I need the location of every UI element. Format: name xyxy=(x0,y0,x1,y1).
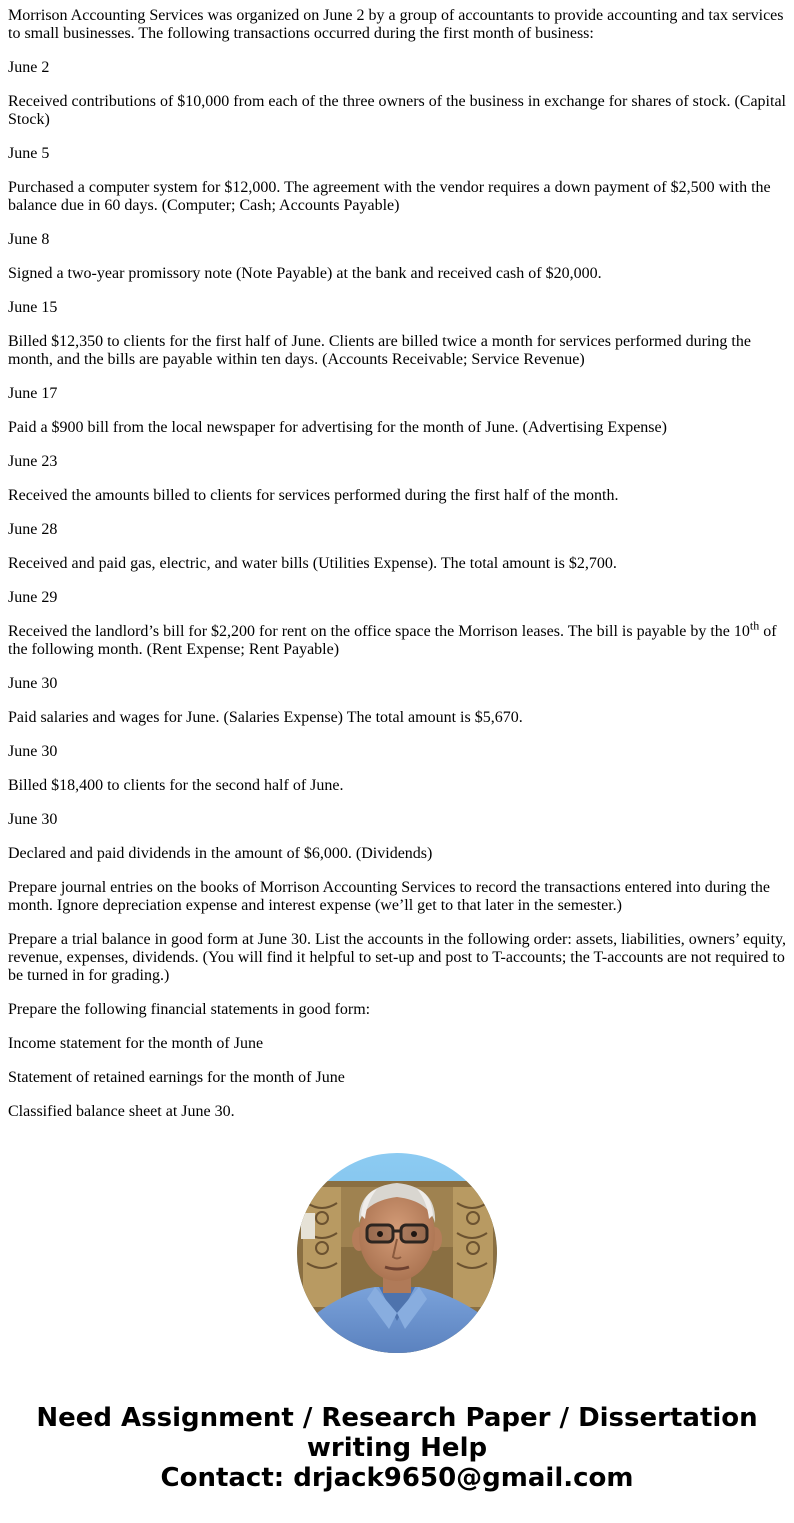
promo-banner xyxy=(0,1403,794,1493)
text-fragment: of the following month. (Rent Expense; Rent Payable) xyxy=(8,623,777,658)
transaction-date: June 15 xyxy=(8,299,58,316)
promo-line: Need Assignment / Research Paper / Dissertation xyxy=(36,1403,758,1433)
transaction-description xyxy=(8,618,786,659)
person-portrait-icon xyxy=(297,1153,497,1353)
transaction-date: June 5 xyxy=(8,145,50,162)
transaction-date: June 30 xyxy=(8,811,58,828)
transaction-date: June 23 xyxy=(8,453,58,470)
instruction-trial-balance: Prepare a trial balance in good form at June 30. List the accounts in the following order: assets, liabilities, owners’ equity, revenue, expenses, dividends. (You will find it helpful to set-up and post to T-accounts; the T-accounts are not required to be turned in for grading.) xyxy=(8,931,787,984)
statement-item: Income statement for the month of June xyxy=(8,1035,264,1052)
instruction-statements-intro: Prepare the following financial statements in good form: xyxy=(8,1001,371,1018)
transaction-date: June 30 xyxy=(8,675,58,692)
transaction-description: Received contributions of $10,000 from each of the three owners of the business in exchange for shares of stock. (Capital Stock) xyxy=(8,93,786,128)
transaction-date: June 17 xyxy=(8,385,58,402)
statement-item: Statement of retained earnings for the month of June xyxy=(8,1069,345,1086)
transaction-date: June 30 xyxy=(8,743,58,760)
transaction-date: June 28 xyxy=(8,521,58,538)
transaction-description: Declared and paid dividends in the amount of $6,000. (Dividends) xyxy=(8,845,433,862)
promo-contact: Contact: drjack9650@gmail.com xyxy=(160,1463,634,1493)
instruction-journal: Prepare journal entries on the books of Morrison Accounting Services to record the transactions entered into during the month. Ignore depreciation expense and interest expense (we’ll get to that later in the semester.) xyxy=(8,879,771,914)
promo-line: writing Help xyxy=(306,1433,488,1463)
transaction-description: Received and paid gas, electric, and water bills (Utilities Expense). The total amount is $2,700. xyxy=(8,555,617,572)
transaction-date: June 29 xyxy=(8,589,58,606)
ordinal-suffix: th xyxy=(749,618,760,633)
avatar xyxy=(297,1153,497,1353)
text-fragment: Received the landlord’s bill for $2,200 for rent on the office space the Morrison leases. The bill is payable by the 10 xyxy=(8,623,750,640)
transaction-date: June 8 xyxy=(8,231,50,248)
transaction-date: June 2 xyxy=(8,59,50,76)
transaction-description: Signed a two-year promissory note (Note Payable) at the bank and received cash of $20,000. xyxy=(8,265,602,282)
transaction-description: Paid salaries and wages for June. (Salaries Expense) The total amount is $5,670. xyxy=(8,709,523,726)
transaction-description: Paid a $900 bill from the local newspaper for advertising for the month of June. (Advertising Expense) xyxy=(8,419,667,436)
statement-item: Classified balance sheet at June 30. xyxy=(8,1103,235,1120)
transaction-description: Received the amounts billed to clients for services performed during the first half of the month. xyxy=(8,487,619,504)
intro-paragraph: Morrison Accounting Services was organized on June 2 by a group of accountants to provide accounting and tax services to small businesses. The following transactions occurred during the first month of business: xyxy=(8,7,784,42)
transaction-description: Billed $18,400 to clients for the second half of June. xyxy=(8,777,344,794)
transaction-description: Purchased a computer system for $12,000. The agreement with the vendor requires a down payment of $2,500 with the balance due in 60 days. (Computer; Cash; Accounts Payable) xyxy=(8,179,771,214)
transaction-description: Billed $12,350 to clients for the first half of June. Clients are billed twice a month for services performed during the month, and the bills are payable within ten days. (Accounts Receivable; Service Revenue) xyxy=(8,333,751,368)
